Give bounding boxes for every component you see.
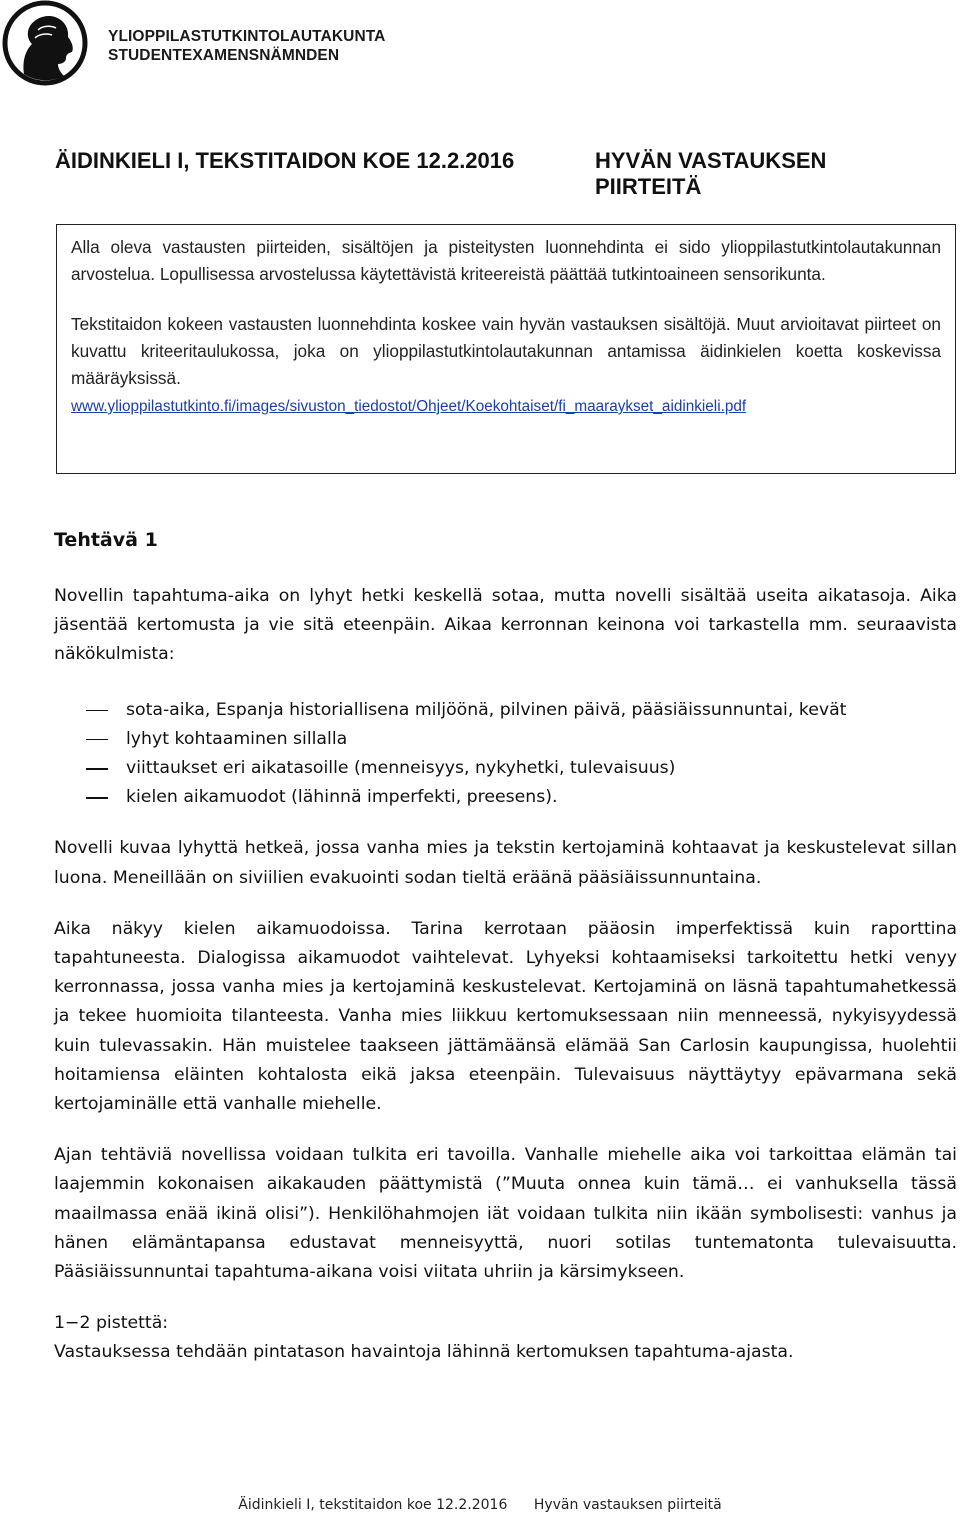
list-item	[54, 725, 957, 754]
list-item-text: kielen aikamuodot (lähinnä imperfekti, preesens).	[126, 787, 558, 808]
dash-bullet-icon	[86, 739, 108, 741]
exam-title: ÄIDINKIELI I, TEKSTITAIDON KOE 12.2.2016	[55, 148, 515, 173]
organization-name-finnish: YLIOPPILASTUTKINTOLAUTAKUNTA	[108, 28, 386, 45]
spacer	[54, 1287, 957, 1309]
organization-name	[108, 27, 385, 65]
page-title	[55, 148, 935, 199]
spacer	[54, 893, 957, 915]
document-header	[0, 0, 960, 90]
spacer	[54, 812, 957, 834]
list-item-text: lyhyt kohtaaminen sillalla	[126, 728, 348, 749]
list-item	[54, 783, 957, 812]
body-paragraph-3: Ajan tehtäviä novellissa voidaan tulkita eri tavoilla. Vanhalle miehelle aika voi tarkoittaa elämän tai laajemmin kokonaisen aikakauden päättymistä (”Muuta onnea kuin tämä… ei vanhuksella tässä maailmassa enää ikinä olisi”). Henkilöhahmojen iät voidaan tulkita niin ikään symbolisesti: vanhus ja hänen elämäntapansa edustavat menneisyyttä, nuori sotilas tuntematonta tulevaisuutta. Pääsiäissunnuntai tapahtuma-aikana voisi viitata uhriin ja kärsimykseen.	[54, 1145, 957, 1282]
list-item-text: sota-aika, Espanja historiallisena miljöönä, pilvinen päivä, pääsiäissunnuntai, kevät	[126, 699, 847, 720]
footer-exam-name: Äidinkieli I, tekstitaidon koe 12.2.2016	[238, 1497, 508, 1513]
dash-bullet-icon	[86, 768, 108, 770]
body-paragraph-1: Novelli kuvaa lyhyttä hetkeä, jossa vanha mies ja tekstin kertojaminä kohtaavat ja keskustelevat sillan luona. Meneillään on siviilien evakuointi sodan tieltä eräänä pääsiäissunnuntaina.	[54, 838, 957, 888]
task-heading: Tehtävä 1	[54, 529, 158, 551]
document-type-title: HYVÄN VASTAUKSEN PIIRTEITÄ	[595, 148, 827, 199]
spacer	[54, 1119, 957, 1141]
points-label: 1−2 pistettä:	[54, 1313, 169, 1334]
body-paragraph-2: Aika näkyy kielen aikamuodoissa. Tarina kerrotaan pääosin imperfektissä kuin raporttina tapahtuneesta. Dialogissa aikamuodot vaihtelevat. Lyhyeksi kohtaamiseksi tarkoitettu hetki venyy kerronnassa, jossa vanha mies ja kertojaminä keskustelevat. Kertojaminä on läsnä tapahtumahetkessä ja tekee huomioita tilanteesta. Vanha mies liikkuu kertomuksessaan niin menneessä, nykyisyydessä kuin tulevassakin. Hän muistelee taakseen jättämäänsä elämää San Carlosin kaupungissa, huolehtii hoitamiensa eläinten kohtalosta eikä jaksa eteenpäin. Tulevaisuus näyttäytyy epävarmana sekä kertojaminälle että vanhalle miehelle.	[54, 918, 957, 1114]
regulations-link[interactable]: www.ylioppilastutkinto.fi/images/sivuston_tiedostot/Ohjeet/Koekohtaiset/fi_maaraykset_aidinkieli.pdf	[71, 398, 747, 415]
list-item	[54, 696, 957, 725]
disclaimer-paragraph-1: Alla oleva vastausten piirteiden, sisältöjen ja pisteitysten luonnehdinta ei sido ylioppilastutkintolautakunnan arvostelua. Lopullisessa arvostelussa käytettävistä kriteereistä päättää tutkintoaineen sensorikunta.	[71, 237, 941, 284]
list-item-text: viittaukset eri aikatasoille (menneisyys, nykyhetki, tulevaisuus)	[126, 757, 676, 778]
task-intro: Novellin tapahtuma-aika on lyhyt hetki keskellä sotaa, mutta novelli sisältää useita aikatasoja. Aika jäsentää kertomusta ja vie sitä eteenpäin. Aikaa kerronnan keinona voi tarkastella mm. seuraavista näkökulmista:	[54, 586, 957, 665]
points-description: Vastauksessa tehdään pintatason havaintoja lähinnä kertomuksen tapahtuma-ajasta.	[54, 1342, 794, 1363]
page-footer	[0, 1497, 960, 1513]
matriculation-board-logo-icon	[2, 0, 88, 86]
spacer	[54, 670, 957, 696]
task-section	[54, 524, 957, 1368]
disclaimer-box	[56, 224, 956, 474]
organization-name-swedish: STUDENTEXAMENSNÄMNDEN	[108, 47, 340, 64]
footer-document-type: Hyvän vastauksen piirteitä	[533, 1497, 722, 1513]
disclaimer-paragraph-2: Tekstitaidon kokeen vastausten luonnehdinta koskee vain hyvän vastauksen sisältöjä. Muut arvioitavat piirteet on kuvattu kriteeritaulukossa, joka on ylioppilastutkintolautakunnan antamissa äidinkielen koetta koskevissa määräyksissä.	[71, 314, 941, 388]
list-item	[54, 754, 957, 783]
dash-bullet-icon	[86, 797, 108, 799]
spacer	[71, 288, 941, 311]
aspect-list	[54, 696, 957, 813]
spacer	[54, 556, 957, 582]
dash-bullet-icon	[86, 710, 108, 712]
